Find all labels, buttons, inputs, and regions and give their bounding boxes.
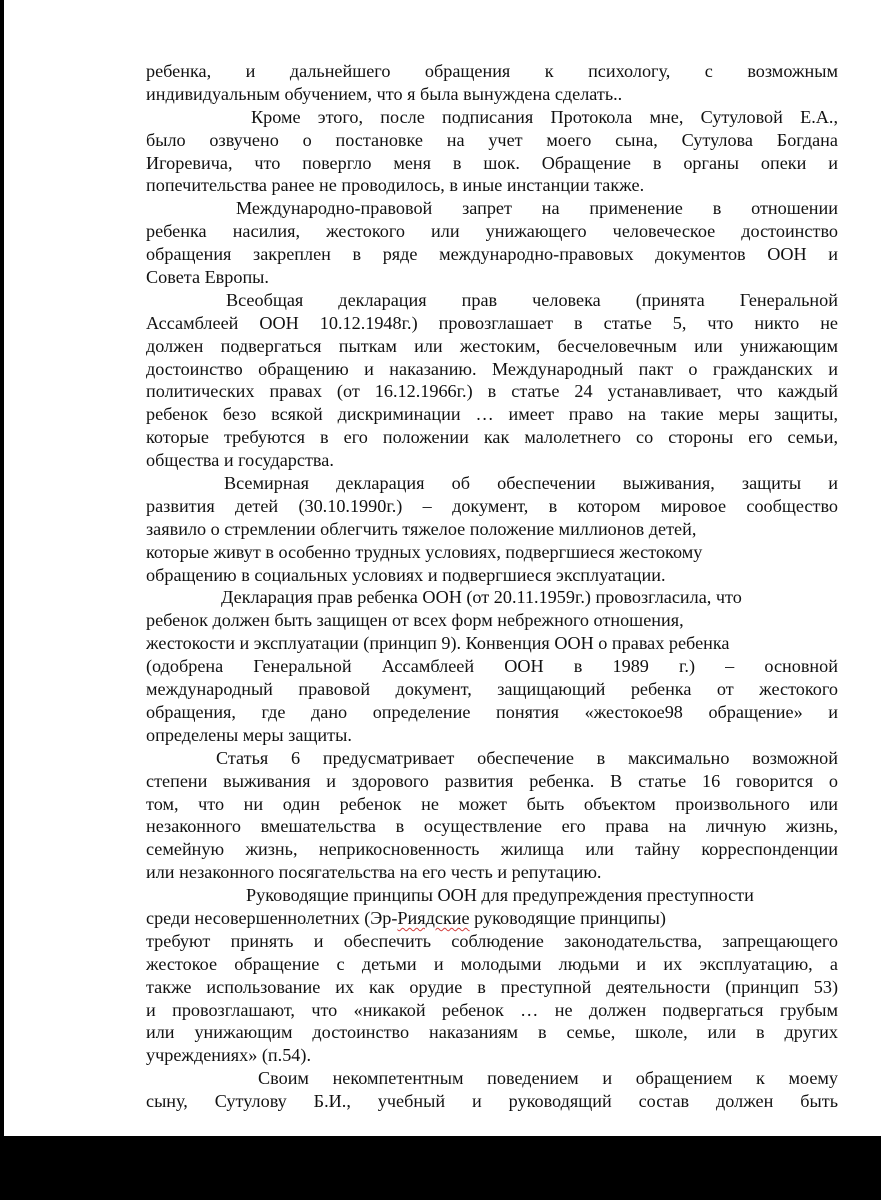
text-line: политических правах (от 16.12.1966г.) в статье 24 устанавливает, что каждый (146, 381, 838, 402)
text-line: должен подвергаться пыткам или жестоким, бесчеловечным или унижающим (146, 335, 838, 356)
text-line: степени выживания и здорового развития ребенка. В статье 16 говорится о (146, 770, 838, 791)
text-line: или унижающим достоинство наказаниям в семье, школе, или в других (146, 1022, 838, 1043)
text-line: ребенка, и дальнейшего обращения к психологу, с возможным (146, 61, 838, 81)
text-line (146, 907, 838, 930)
text-line: семейную жизнь, неприкосновенность жилища или тайну корреспонденции (146, 839, 838, 860)
text-line: Руководящие принципы ООН для предупреждения преступности (246, 885, 754, 906)
bottom-frame-border (0, 1136, 881, 1200)
text-segment: среди несовершеннолетних (Эр- (146, 907, 398, 928)
text-line: и провозглашают, что «никакой ребенок … не должен подвергаться грубым (146, 999, 838, 1020)
text-line: также использование их как орудие в преступной деятельности (принцип 53) (146, 976, 838, 997)
text-line: обращению в социальных условиях и подвергшиеся эксплуатации. (146, 564, 666, 585)
text-line: обращения закреплен в ряде международно-правовых документов ООН и (146, 244, 838, 265)
text-line: индивидуальным обучением, что я была вынуждена сделать.. (146, 83, 623, 104)
text-line: достоинство обращению и наказанию. Международный пакт о гражданских и (146, 358, 838, 379)
text-line: Кроме этого, после подписания Протокола мне, Сутуловой Е.А., (251, 106, 838, 127)
text-line: Всеобщая декларация прав человека (принята Генеральной (226, 289, 838, 310)
text-line: или незаконного посягательства на его честь и репутацию. (146, 862, 602, 883)
text-line: Международно-правовой запрет на применение в отношении (236, 198, 838, 219)
text-line: жестокое обращение с детьми и молодыми людьми и их эксплуатацию, а (146, 953, 838, 974)
text-line: сыну, Сутулову Б.И., учебный и руководящий состав должен быть (146, 1091, 838, 1112)
text-line: требуют принять и обеспечить соблюдение законодательства, запрещающего (146, 930, 838, 951)
text-segment: руководящие принципы) (469, 907, 666, 928)
document-page (20, 0, 881, 1200)
text-line: жестокости и эксплуатации (принцип 9). Конвенция ООН о правах ребенка (146, 633, 730, 654)
text-line: Своим некомпетентным поведением и обращением к моему (258, 1068, 838, 1089)
left-frame-border (0, 0, 4, 1200)
text-line: учреждениях» (п.54). (146, 1045, 311, 1066)
text-line: Совета Европы. (146, 267, 269, 288)
text-line: Игоревича, что повергло меня в шок. Обращение в органы опеки и (146, 152, 838, 173)
text-line: определены меры защиты. (146, 724, 352, 745)
text-line: которые живут в особенно трудных условиях, подвергшиеся жестокому (146, 541, 703, 562)
text-line: общества и государства. (146, 450, 334, 471)
text-line: которые требуются в его положении как малолетнего со стороны его семьи, (146, 427, 838, 448)
text-line: международный правовой документ, защищающий ребенка от жестокого (146, 679, 838, 700)
text-line: ребенок должен быть защищен от всех форм небрежного отношения, (146, 610, 684, 631)
text-line: (одобрена Генеральной Ассамблеей ООН в 1989 г.) – основной (146, 656, 838, 677)
text-line: попечительства ранее не проводилось, в иные инстанции также. (146, 175, 645, 196)
text-line: было озвучено о постановке на учет моего сына, Сутулова Богдана (146, 129, 838, 150)
text-line: обращения, где дано определение понятия «жестокое98 обращение» и (146, 701, 838, 722)
text-line: Всемирная декларация об обеспечении выживания, защиты и (224, 473, 838, 494)
document-body (146, 60, 838, 1113)
text-line: ребенка насилия, жестокого или унижающего человеческое достоинство (146, 221, 838, 242)
text-line: том, что ни один ребенок не может быть объектом произвольного или (146, 793, 838, 814)
text-line: Декларация прав ребенка ООН (от 20.11.1959г.) провозгласила, что (221, 587, 742, 608)
text-line: заявило о стремлении облегчить тяжелое положение миллионов детей, (146, 518, 697, 539)
text-line: Статья 6 предусматривает обеспечение в максимально возможной (216, 747, 838, 768)
text-line: развития детей (30.10.1990г.) – документ, в котором мировое сообщество (146, 495, 838, 516)
text-line: незаконного вмешательства в осуществление его права на личную жизнь, (146, 816, 838, 837)
text-line: Ассамблеей ООН 10.12.1948г.) провозглашает в статье 5, что никто не (146, 312, 838, 333)
text-line: ребенок безо всякой дискриминации … имеет право на такие меры защиты, (146, 404, 838, 425)
spellcheck-marked-word: Риядские (397, 907, 470, 928)
